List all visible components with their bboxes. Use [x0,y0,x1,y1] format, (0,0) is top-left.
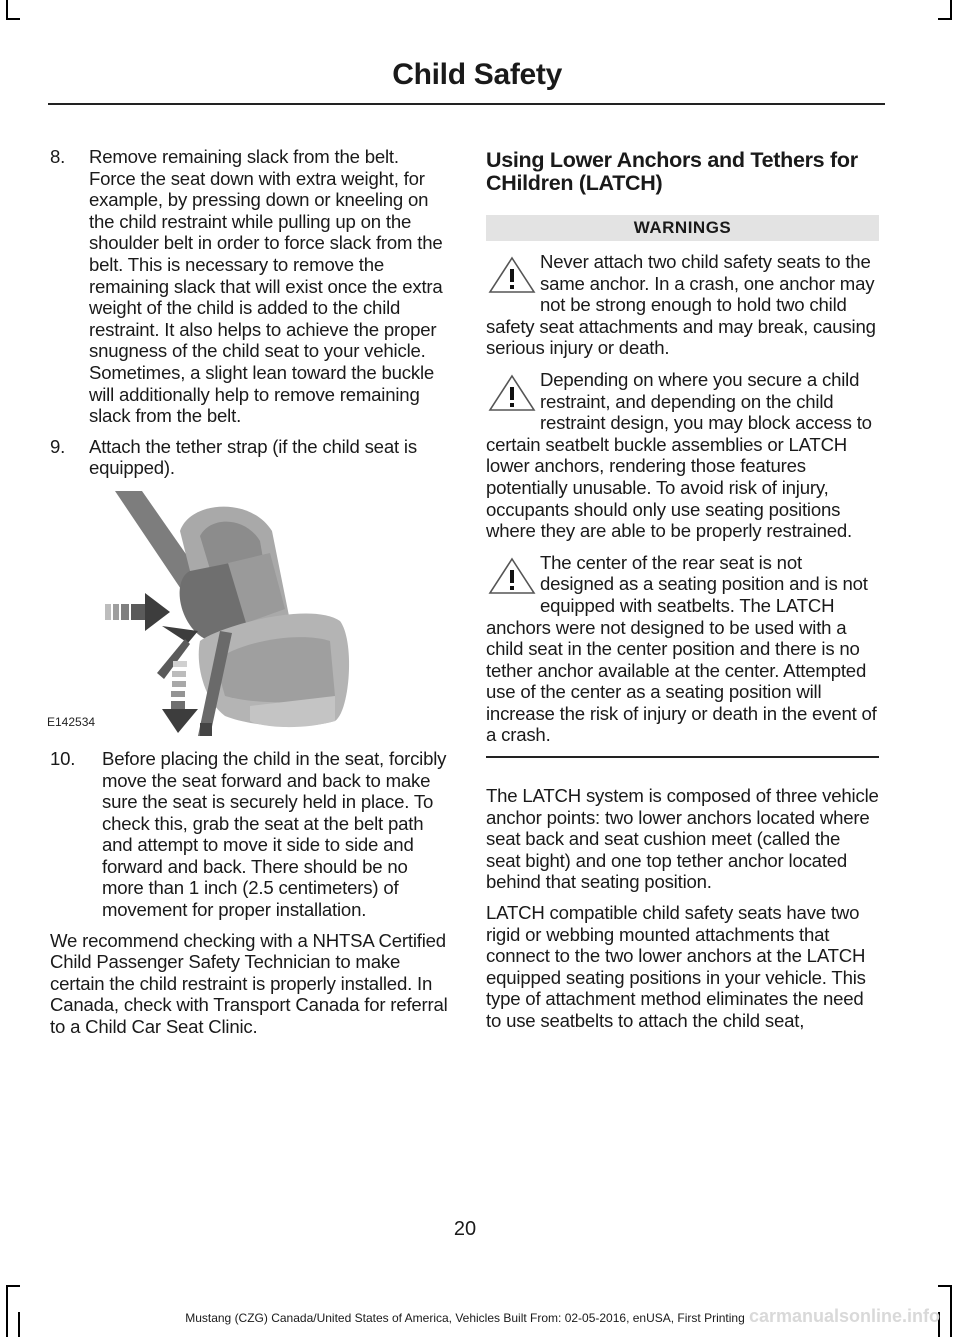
warning-item [486,369,879,542]
step-8 [50,146,450,427]
crop-mark [6,1285,20,1287]
child-seat-figure [47,491,450,736]
page-number: 20 [453,1218,477,1240]
crop-mark [8,18,20,20]
footer-text: Mustang (CZG) Canada/United States of America, Vehicles Built From: 02-05-2016, enUSA, First Printing [185,1311,745,1325]
step-10 [50,748,450,921]
step-text: Before placing the child in the seat, forcibly move the seat forward and back to make sure the seat is securely held in place. To check this, grab the seat at the belt path and attempt to move it side to side and forward and back. There should be no more than 1 inch (2.5 centimeters) of movement for proper installation. [102,747,447,921]
section-title: Using Lower Anchors and Tethers for CHildren (LATCH) [486,148,858,195]
left-column [47,146,450,1038]
step-number: 9. [50,435,66,457]
warning-text: Never attach two child safety seats to the same anchor. In a crash, one anchor may not be strong enough to hold two child safety seat attachments and may break, causing serious injury or death. [486,251,876,359]
header-divider [48,103,885,105]
warning-triangle-icon [486,255,538,295]
warning-item [486,552,879,746]
step-number: 10. [50,747,76,769]
warning-text: Depending on where you secure a child restraint, and depending on the child restraint design, you may block access to certain seatbelt buckle assemblies or LATCH lower anchors, rendering those features potentially unusable. To avoid risk of injury, occupants should only use seating positions where they are able to be properly restrained. [486,368,872,542]
warning-text: The center of the rear seat is not designed as a seating position and is not equipped with seatbelts. The LATCH anchors were not designed to be used with a child seat in the center position and there is no tether anchor available at the center. Attempted use of the center as a seating position will increase the risk of injury or death in the event of a crash. [486,551,877,746]
crop-mark [950,0,952,20]
child-seat-illustration [50,491,450,736]
crop-mark [938,18,950,20]
step-text: Remove remaining slack from the belt. Force the seat down with extra weight, for example, by pressing down or kneeling on the child restraint while pulling up on the shoulder belt in order to force slack from the belt. This is necessary to remove the remaining slack that will exist once the extra weight of the child is added to the child restraint. It also helps to achieve the proper snugness of the child seat to your vehicle. Sometimes, a slight lean toward the buckle will additionally help to remove remaining slack from the belt. [89,146,443,427]
warning-triangle-icon [486,373,538,413]
step-9 [50,436,450,479]
latch-paragraph: LATCH compatible child safety seats have two rigid or webbing mounted attachments that connect to the two lower anchors at the LATCH equipped seating positions in your vehicle. This type of attachment method eliminates the need to use seatbelts to attach the child seat, [486,902,866,1031]
crop-mark [6,0,8,20]
warning-item [486,251,879,359]
latch-paragraph: The LATCH system is composed of three vehicle anchor points: two lower anchors located where seat back and seat cushion meet (called the seat bight) and one top tether anchor located behind that seating position. [486,785,879,893]
right-column [486,146,879,1032]
warnings-header: WARNINGS [486,215,879,241]
page-title: Child Safety [392,58,562,91]
watermark: carmanualsonline.info [748,1306,940,1326]
figure-code: E142534 [47,714,96,729]
crop-mark [950,1285,952,1337]
recommendation-paragraph: We recommend checking with a NHTSA Certified Child Passenger Safety Technician to make certain the child restraint is properly installed. In Canada, check with Transport Canada for referral to a Child Car Seat Clinic. [50,929,448,1038]
step-text: Attach the tether strap (if the child seat is equipped). [89,435,417,479]
warning-triangle-icon [486,556,538,596]
step-number: 8. [50,146,66,167]
